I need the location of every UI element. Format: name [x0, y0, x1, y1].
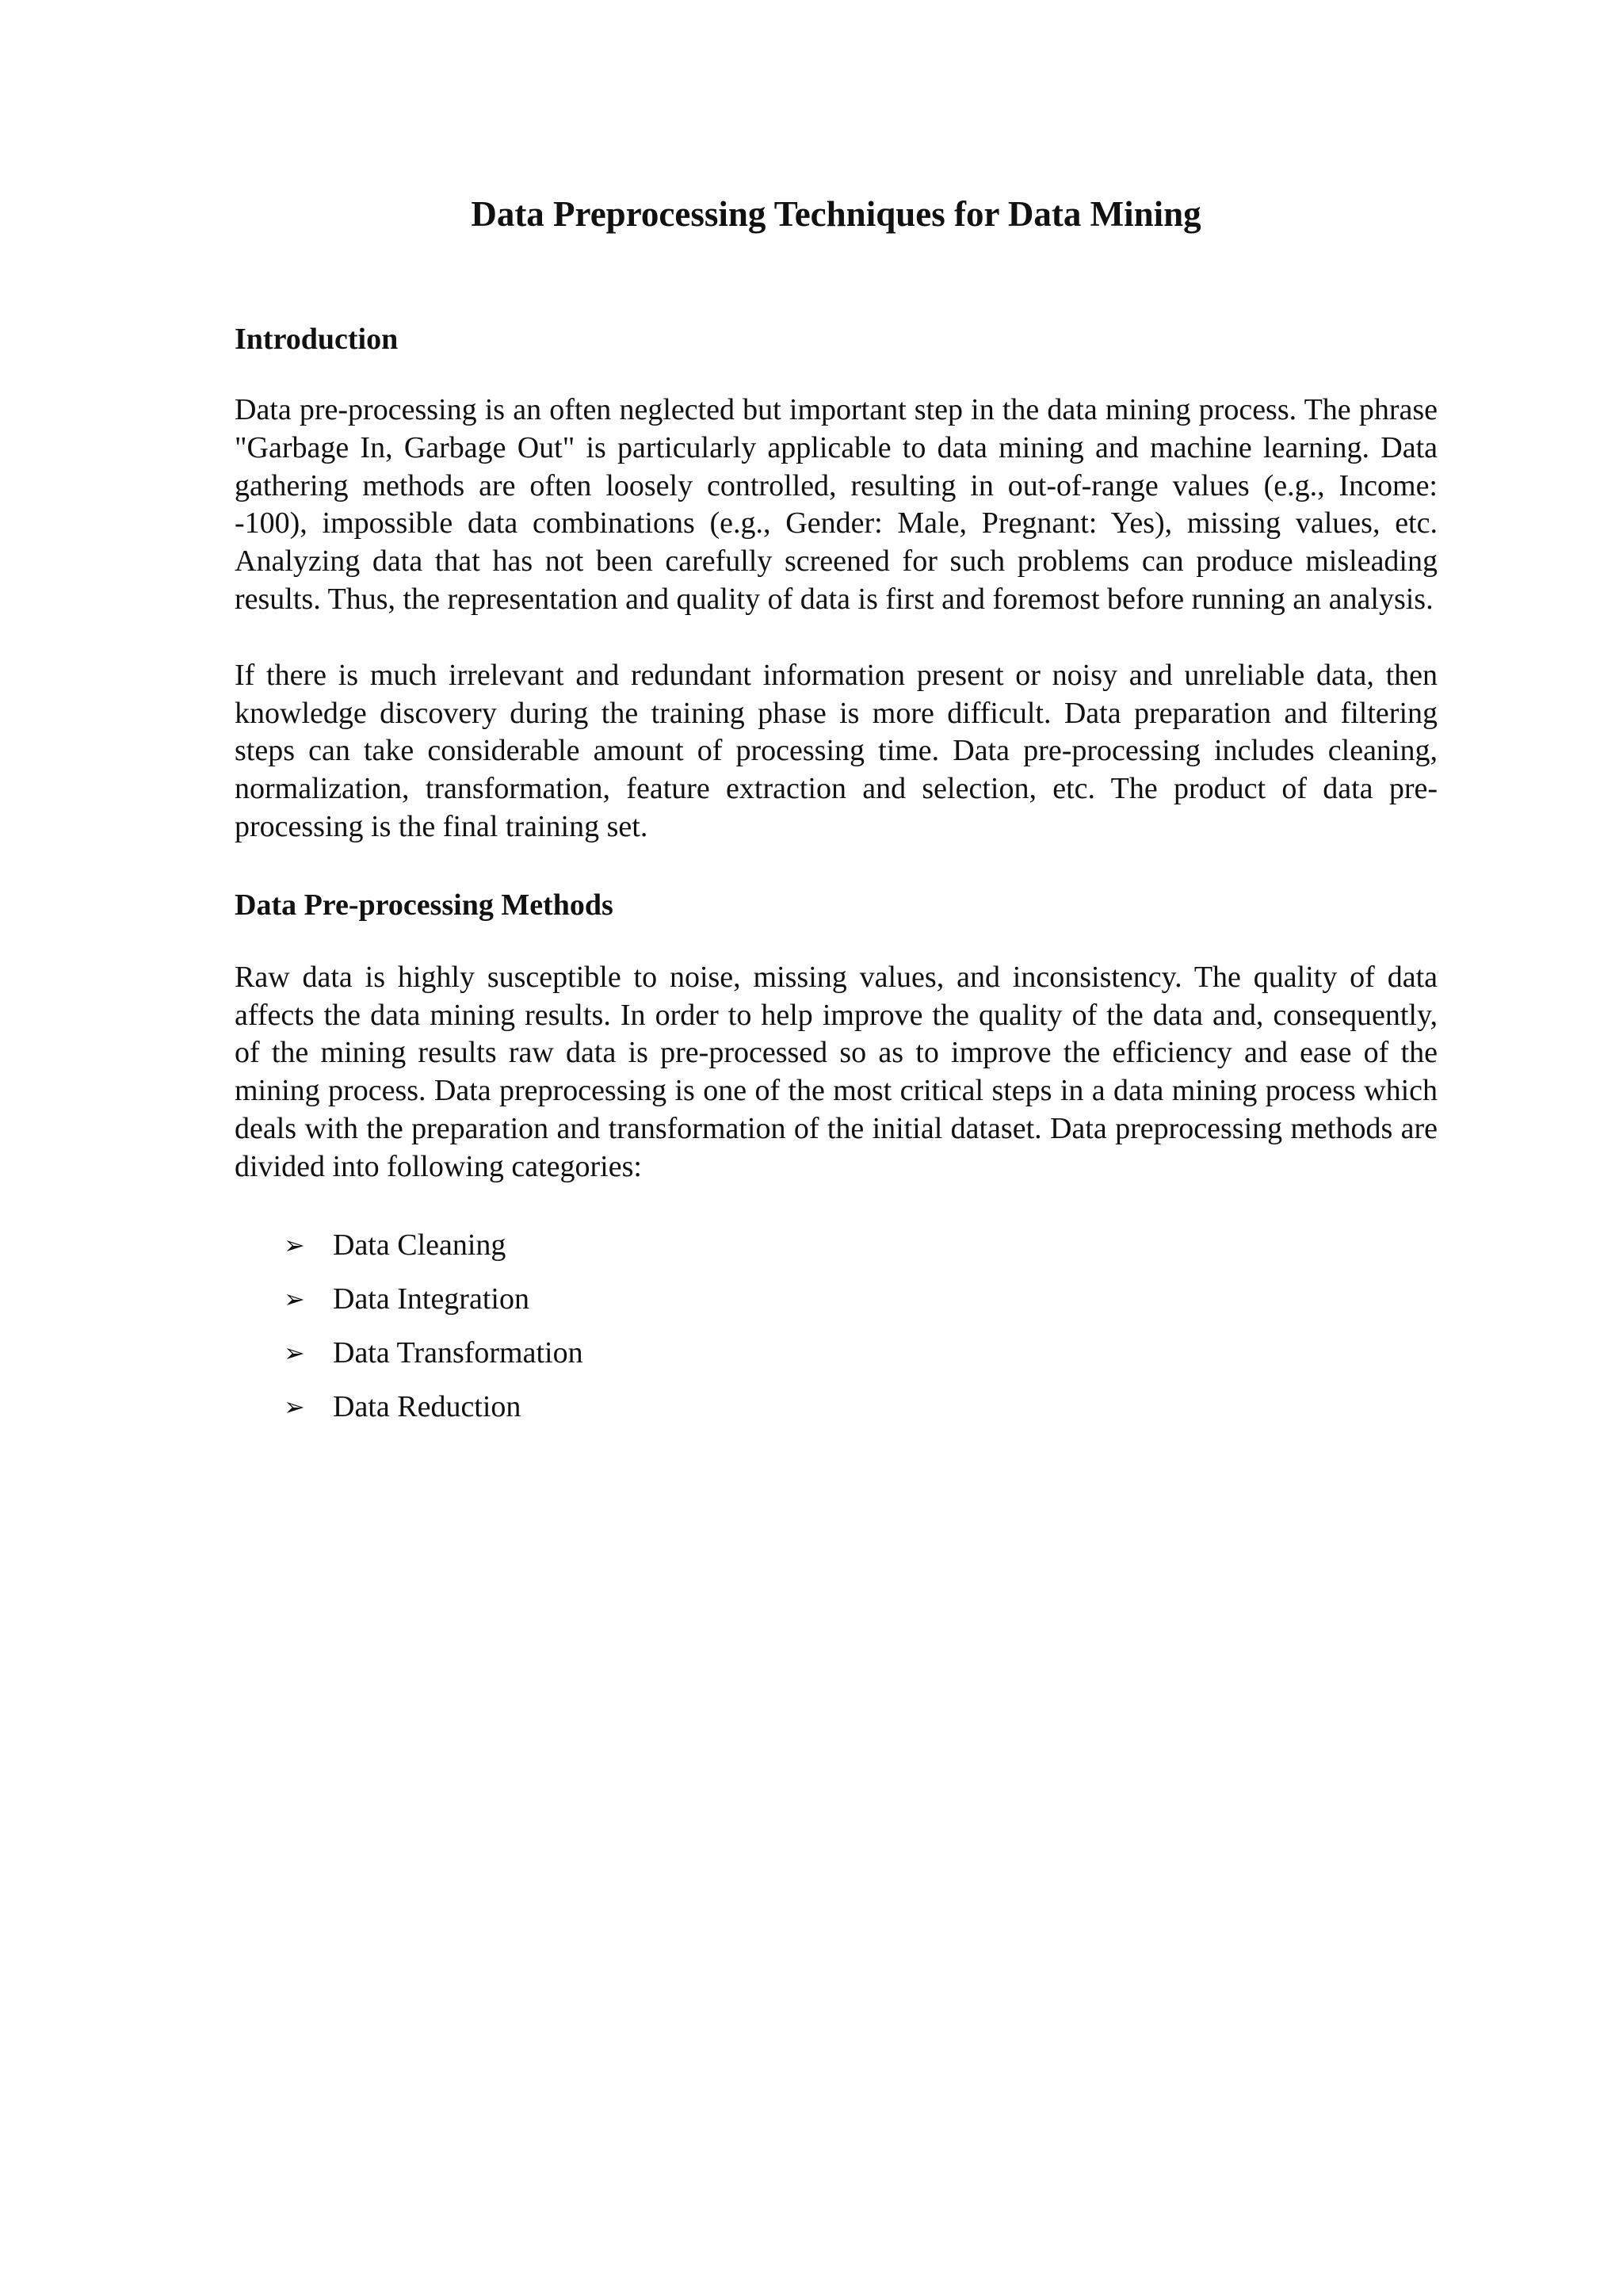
list-item-data-integration	[284, 1272, 1438, 1326]
list-item-label: Data Integration	[333, 1282, 529, 1316]
arrowhead-bullet-icon: ➢	[284, 1392, 305, 1421]
document-title: Data Preprocessing Techniques for Data Mining	[471, 194, 1201, 234]
methods-paragraph: Raw data is highly susceptible to noise, missing values, and inconsistency. The quality of data affects the data mining results. In order to help improve the quality of the data and, consequently, of the mining results raw data is pre-processed so as to improve the efficiency and ease of the mining process. Data preprocessing is one of the most critical steps in a data mining process which deals with the preparation and transformation of the initial dataset. Data preprocessing methods are divided into following categories:	[235, 960, 1438, 1183]
introduction-paragraph-1: Data pre-processing is an often neglected but important step in the data mining process. The phrase "Garbage In, Garbage Out" is particularly applicable to data mining and machine learning. Data gathering methods are often loosely controlled, resulting in out-of-range values (e.g., Income: -100), impossible data combinations (e.g., Gender: Male, Pregnant: Yes), missing values, etc. Analyzing data that has not been carefully screened for such problems can produce misleading results. Thus, the representation and quality of data is first and foremost before running an analysis.	[235, 393, 1438, 616]
arrowhead-bullet-icon: ➢	[284, 1284, 305, 1313]
list-item-label: Data Reduction	[333, 1389, 521, 1423]
list-item-data-reduction	[284, 1380, 1438, 1434]
introduction-paragraph-2: If there is much irrelevant and redundant information present or noisy and unreliable data, then knowledge discovery during the training phase is more difficult. Data preparation and filtering steps can take considerable amount of processing time. Data pre-processing includes cleaning, normalization, transformation, feature extraction and selection, etc. The product of data pre-processing is the final training set.	[235, 658, 1438, 843]
arrowhead-bullet-icon: ➢	[284, 1338, 305, 1367]
list-item-label: Data Cleaning	[333, 1228, 506, 1262]
list-item-label: Data Transformation	[333, 1335, 583, 1370]
document-body	[235, 190, 1438, 1434]
section-heading-methods: Data Pre-processing Methods	[235, 888, 613, 922]
list-item-data-cleaning	[284, 1218, 1438, 1272]
list-item-data-transformation	[284, 1326, 1438, 1380]
section-heading-introduction: Introduction	[235, 323, 399, 356]
methods-list	[235, 1218, 1438, 1434]
arrowhead-bullet-icon: ➢	[284, 1230, 305, 1259]
